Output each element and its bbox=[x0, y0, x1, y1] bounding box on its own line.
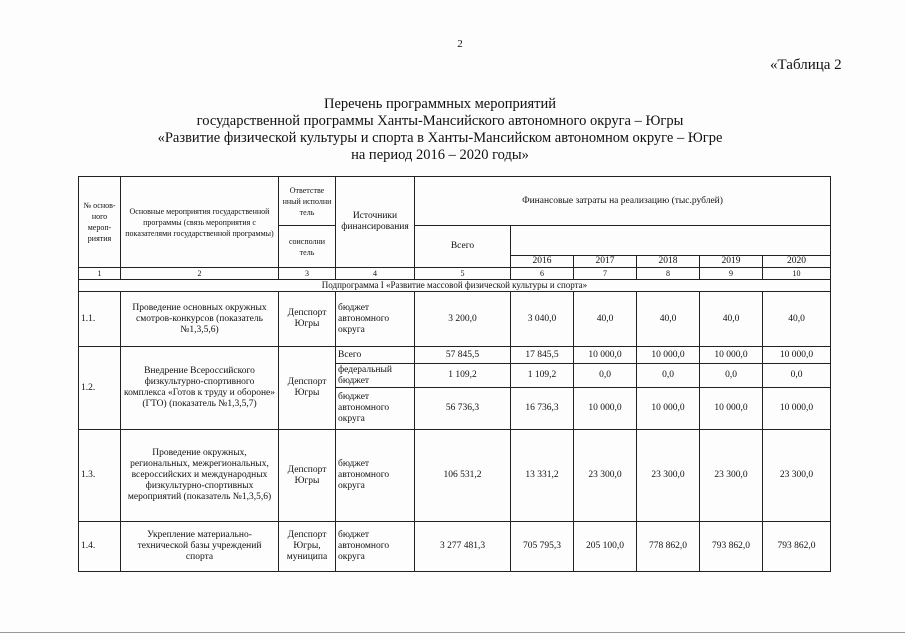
column-number: 6 bbox=[511, 268, 574, 280]
heading-line: Перечень программных мероприятий bbox=[324, 96, 556, 112]
column-number: 7 bbox=[574, 268, 637, 280]
value-total: 106 531,2 bbox=[415, 430, 511, 522]
value-total: 3 277 481,3 bbox=[415, 522, 511, 572]
value-2020: 40,0 bbox=[763, 292, 831, 347]
header-spacer bbox=[511, 226, 831, 256]
value-2019: 0,0 bbox=[700, 364, 763, 388]
column-number: 2 bbox=[121, 268, 279, 280]
header-activities: Основные мероприятия государственной программы (связь мероприятия с показателями государственной программы) bbox=[121, 177, 279, 268]
value-2016: 13 331,2 bbox=[511, 430, 574, 522]
funding-source: бюджет автономного округа bbox=[336, 430, 415, 522]
value-2020: 793 862,0 bbox=[763, 522, 831, 572]
value-2017: 40,0 bbox=[574, 292, 637, 347]
executor: Депспорт Югры bbox=[279, 430, 336, 522]
value-total: 1 109,2 bbox=[415, 364, 511, 388]
value-2016: 705 795,3 bbox=[511, 522, 574, 572]
header-number: № основ-ного мероп-риятия bbox=[79, 177, 121, 268]
funding-source: федеральный бюджет bbox=[336, 364, 415, 388]
funding-source: бюджет автономного округа bbox=[336, 292, 415, 347]
activities-table bbox=[78, 176, 831, 572]
row-number: 1.3. bbox=[79, 430, 121, 522]
value-2017: 205 100,0 bbox=[574, 522, 637, 572]
activity-name: Внедрение Всероссийского физкультурно-спортивного комплекса «Готов к труду и обороне» (ГТО) (показатель №1,3,5,7) bbox=[121, 347, 279, 430]
value-2018: 10 000,0 bbox=[637, 388, 700, 430]
table-row bbox=[79, 347, 831, 364]
column-number: 5 bbox=[415, 268, 511, 280]
executor: Депспорт Югры, муниципа bbox=[279, 522, 336, 572]
value-2016: 16 736,3 bbox=[511, 388, 574, 430]
page-edge-line bbox=[0, 632, 905, 633]
value-2017: 10 000,0 bbox=[574, 388, 637, 430]
activity-name: Проведение окружных, региональных, межрегиональных, всероссийских и международных физкультурно-спортивных мероприятий (показатель №1,3,5,6) bbox=[121, 430, 279, 522]
column-number: 9 bbox=[700, 268, 763, 280]
value-2018: 23 300,0 bbox=[637, 430, 700, 522]
funding-source: Всего bbox=[336, 347, 415, 364]
value-2016: 1 109,2 bbox=[511, 364, 574, 388]
header-year: 2017 bbox=[574, 256, 637, 268]
table-row bbox=[79, 292, 831, 347]
header-finance: Финансовые затраты на реализацию (тыс.рублей) bbox=[415, 177, 831, 226]
header-co-executor: соисполни тель bbox=[279, 226, 336, 268]
value-2019: 10 000,0 bbox=[700, 347, 763, 364]
heading-line: «Развитие физической культуры и спорта в Ханты-Мансийском автономном округе – Югре bbox=[157, 130, 723, 146]
column-number: 3 bbox=[279, 268, 336, 280]
value-total: 3 200,0 bbox=[415, 292, 511, 347]
column-number: 1 bbox=[79, 268, 121, 280]
heading-line: государственной программы Ханты-Мансийского автономного округа – Югры bbox=[196, 113, 684, 129]
subprogram-title: Подпрограмма I «Развитие массовой физической культуры и спорта» bbox=[79, 280, 831, 292]
column-number: 4 bbox=[336, 268, 415, 280]
executor: Депспорт Югры bbox=[279, 347, 336, 430]
value-2016: 3 040,0 bbox=[511, 292, 574, 347]
funding-source: бюджет автономного округа bbox=[336, 522, 415, 572]
header-sources: Источники финансирования bbox=[336, 177, 415, 268]
value-2017: 10 000,0 bbox=[574, 347, 637, 364]
value-2020: 0,0 bbox=[763, 364, 831, 388]
value-2018: 40,0 bbox=[637, 292, 700, 347]
header-year: 2020 bbox=[763, 256, 831, 268]
value-2019: 40,0 bbox=[700, 292, 763, 347]
value-2016: 17 845,5 bbox=[511, 347, 574, 364]
value-2020: 10 000,0 bbox=[763, 347, 831, 364]
header-responsible: Ответстве нный исполни тель bbox=[279, 177, 336, 226]
activity-name: Укрепление материально-технической базы учреждений спорта bbox=[121, 522, 279, 572]
activity-name: Проведение основных окружных смотров-конкурсов (показатель №1,3,5,6) bbox=[121, 292, 279, 347]
table-row bbox=[79, 430, 831, 522]
funding-source: бюджет автономного округа bbox=[336, 388, 415, 430]
value-2019: 23 300,0 bbox=[700, 430, 763, 522]
value-2019: 10 000,0 bbox=[700, 388, 763, 430]
value-2020: 10 000,0 bbox=[763, 388, 831, 430]
header-total: Всего bbox=[415, 226, 511, 268]
row-number: 1.1. bbox=[79, 292, 121, 347]
heading-line: на период 2016 – 2020 годы» bbox=[351, 147, 529, 163]
column-number: 10 bbox=[763, 268, 831, 280]
header-year: 2019 bbox=[700, 256, 763, 268]
value-2018: 10 000,0 bbox=[637, 347, 700, 364]
value-total: 56 736,3 bbox=[415, 388, 511, 430]
value-total: 57 845,5 bbox=[415, 347, 511, 364]
header-year: 2016 bbox=[511, 256, 574, 268]
table-reference: «Таблица 2 bbox=[770, 57, 842, 73]
column-number: 8 bbox=[637, 268, 700, 280]
value-2017: 23 300,0 bbox=[574, 430, 637, 522]
row-number: 1.4. bbox=[79, 522, 121, 572]
header-year: 2018 bbox=[637, 256, 700, 268]
page-number: 2 bbox=[457, 38, 463, 50]
row-number: 1.2. bbox=[79, 347, 121, 430]
executor: Депспорт Югры bbox=[279, 292, 336, 347]
value-2020: 23 300,0 bbox=[763, 430, 831, 522]
table-row bbox=[79, 522, 831, 572]
document-heading bbox=[120, 96, 760, 164]
value-2018: 0,0 bbox=[637, 364, 700, 388]
value-2018: 778 862,0 bbox=[637, 522, 700, 572]
value-2017: 0,0 bbox=[574, 364, 637, 388]
value-2019: 793 862,0 bbox=[700, 522, 763, 572]
